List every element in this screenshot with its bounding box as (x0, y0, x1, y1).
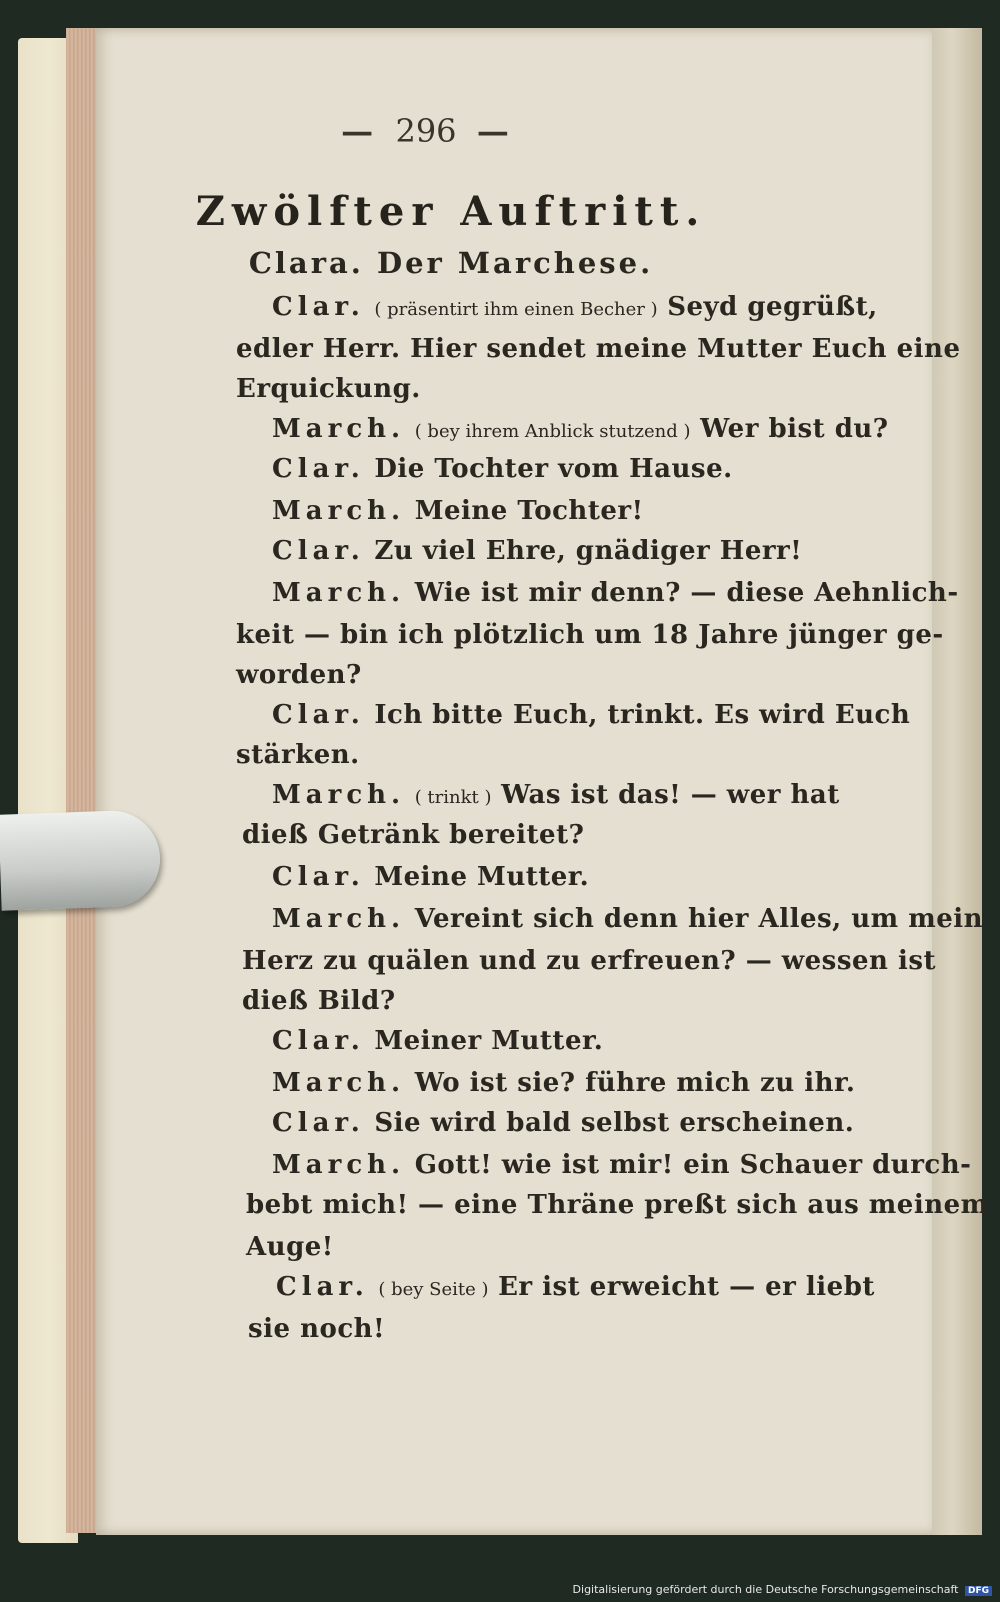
text-line: dieß Bild? (242, 986, 396, 1016)
text-line: edler Herr. Hier sendet meine Mutter Euch eine (236, 334, 961, 364)
text-line: Clar. ( präsentirt ihm einen Becher ) Seyd gegrüßt, (272, 292, 878, 322)
text-line: Clar. Meine Mutter. (272, 862, 590, 892)
page-number: — 296 — (341, 112, 511, 150)
text-line: March. Wo ist sie? führe mich zu ihr. (272, 1068, 856, 1098)
text-line: keit — bin ich plötzlich um 18 Jahre jünger ge- (236, 620, 944, 650)
text-line: March. Vereint sich denn hier Alles, um mein (272, 904, 984, 934)
text-line: Clar. Meiner Mutter. (272, 1026, 604, 1056)
book-right-edge (932, 28, 982, 1535)
text-line: March. Gott! wie ist mir! ein Schauer durch- (272, 1150, 972, 1180)
text-line: sie noch! (248, 1314, 386, 1344)
digitization-credit: Digitalisierung gefördert durch die Deutsche Forschungsgemeinschaft DFG (573, 1583, 992, 1596)
text-line: Clar. Zu viel Ehre, gnädiger Herr! (272, 536, 803, 566)
text-line: March. Wie ist mir denn? — diese Aehnlich- (272, 578, 959, 608)
text-line: Auge! (246, 1232, 334, 1262)
text-line: Clar. ( bey Seite ) Er ist erweicht — er liebt (276, 1272, 875, 1302)
text-line: stärken. (236, 740, 360, 770)
text-line: Clar. Ich bitte Euch, trinkt. Es wird Euch (272, 700, 911, 730)
text-line: Clar. Die Tochter vom Hause. (272, 454, 733, 484)
text-line: Herz zu quälen und zu erfreuen? — wessen ist (242, 946, 936, 976)
text-line: bebt mich! — eine Thräne preßt sich aus meinem (246, 1190, 989, 1220)
text-line: March. ( bey ihrem Anblick stutzend ) Wer bist du? (272, 414, 889, 444)
scene-heading: Zwölfter Auftritt. (195, 188, 707, 235)
text-line: Clar. Sie wird bald selbst erscheinen. (272, 1108, 855, 1138)
text-line: March. Meine Tochter! (272, 496, 644, 526)
text-line: dieß Getränk bereitet? (242, 820, 585, 850)
text-line: Erquickung. (236, 374, 421, 404)
page-clip (0, 809, 162, 911)
dfg-logo: DFG (965, 1586, 992, 1596)
text-line: March. ( trinkt ) Was ist das! — wer hat (272, 780, 840, 810)
text-line: worden? (236, 660, 362, 690)
scene-cast: Clara. Der Marchese. (248, 246, 654, 280)
